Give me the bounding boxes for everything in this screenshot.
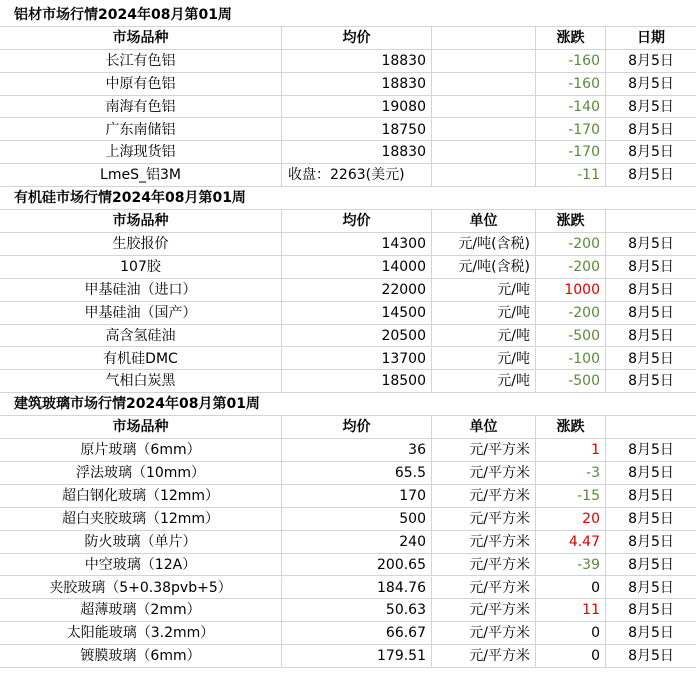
cell-price[interactable]: 14500 bbox=[282, 302, 432, 325]
cell-change[interactable]: 0 bbox=[536, 645, 606, 668]
cell-change[interactable]: 4.47 bbox=[536, 531, 606, 554]
cell-unit[interactable]: 元/吨(含税) bbox=[432, 256, 536, 279]
table-row bbox=[0, 439, 696, 462]
cell-change[interactable]: -100 bbox=[536, 348, 606, 371]
table-row bbox=[0, 141, 696, 164]
header-row bbox=[0, 27, 696, 50]
cell-change[interactable]: -200 bbox=[536, 302, 606, 325]
column-header: 涨跌 bbox=[536, 27, 606, 50]
column-header bbox=[606, 210, 696, 233]
cell-change[interactable]: 1 bbox=[536, 439, 606, 462]
section-title: 有机硅市场行情2024年08月第01周 bbox=[0, 187, 696, 210]
cell-date[interactable]: 8月5日 bbox=[606, 302, 696, 325]
cell-date[interactable]: 8月5日 bbox=[606, 256, 696, 279]
cell-name[interactable]: 超薄玻璃（2mm） bbox=[0, 599, 282, 622]
column-header bbox=[606, 416, 696, 439]
cell-unit[interactable]: 元/吨 bbox=[432, 279, 536, 302]
header-row bbox=[0, 416, 696, 439]
cell-change[interactable]: -200 bbox=[536, 233, 606, 256]
cell-date[interactable]: 8月5日 bbox=[606, 348, 696, 371]
cell-name[interactable]: 高含氢硅油 bbox=[0, 325, 282, 348]
cell-name[interactable]: 上海现货铝 bbox=[0, 141, 282, 164]
cell-name[interactable]: 太阳能玻璃（3.2mm） bbox=[0, 622, 282, 645]
cell-unit[interactable]: 元/吨 bbox=[432, 348, 536, 371]
cell-date[interactable]: 8月5日 bbox=[606, 73, 696, 96]
table-row bbox=[0, 577, 696, 600]
cell-unit[interactable]: 元/吨 bbox=[432, 302, 536, 325]
cell-name[interactable]: 广东南储铝 bbox=[0, 119, 282, 142]
cell-change[interactable]: -500 bbox=[536, 325, 606, 348]
cell-change[interactable]: -160 bbox=[536, 73, 606, 96]
cell-date[interactable]: 8月5日 bbox=[606, 325, 696, 348]
cell-price[interactable]: 18500 bbox=[282, 370, 432, 393]
cell-change[interactable]: 11 bbox=[536, 599, 606, 622]
cell-unit[interactable]: 元/吨 bbox=[432, 325, 536, 348]
table-row bbox=[0, 370, 696, 393]
cell-price[interactable]: 50.63 bbox=[282, 599, 432, 622]
cell-name[interactable]: 中原有色铝 bbox=[0, 73, 282, 96]
table-row bbox=[0, 256, 696, 279]
cell-date[interactable]: 8月5日 bbox=[606, 531, 696, 554]
cell-date[interactable]: 8月5日 bbox=[606, 164, 696, 187]
cell-date[interactable]: 8月5日 bbox=[606, 141, 696, 164]
table-row bbox=[0, 348, 696, 371]
table-row bbox=[0, 554, 696, 577]
cell-unit[interactable] bbox=[432, 119, 536, 142]
cell-date[interactable]: 8月5日 bbox=[606, 577, 696, 600]
cell-date[interactable]: 8月5日 bbox=[606, 599, 696, 622]
cell-change[interactable]: 0 bbox=[536, 577, 606, 600]
cell-price[interactable]: 65.5 bbox=[282, 462, 432, 485]
cell-price[interactable]: 18830 bbox=[282, 141, 432, 164]
cell-date[interactable]: 8月5日 bbox=[606, 554, 696, 577]
cell-price[interactable]: 22000 bbox=[282, 279, 432, 302]
cell-unit[interactable] bbox=[432, 141, 536, 164]
cell-price[interactable]: 19080 bbox=[282, 96, 432, 119]
cell-price[interactable]: 18830 bbox=[282, 73, 432, 96]
column-header: 涨跌 bbox=[536, 416, 606, 439]
cell-name[interactable]: 气相白炭黑 bbox=[0, 370, 282, 393]
column-header: 市场品种 bbox=[0, 27, 282, 50]
table-row bbox=[0, 119, 696, 142]
cell-date[interactable]: 8月5日 bbox=[606, 622, 696, 645]
cell-unit[interactable]: 元/吨(含税) bbox=[432, 233, 536, 256]
cell-change[interactable]: 1000 bbox=[536, 279, 606, 302]
section-title-row bbox=[0, 4, 696, 27]
cell-price[interactable]: 13700 bbox=[282, 348, 432, 371]
table-row bbox=[0, 279, 696, 302]
cell-change[interactable]: -11 bbox=[536, 164, 606, 187]
cell-price[interactable]: 14000 bbox=[282, 256, 432, 279]
cell-name[interactable]: 107胶 bbox=[0, 256, 282, 279]
cell-date[interactable]: 8月5日 bbox=[606, 370, 696, 393]
cell-date[interactable]: 8月5日 bbox=[606, 462, 696, 485]
cell-change[interactable]: -170 bbox=[536, 141, 606, 164]
cell-date[interactable]: 8月5日 bbox=[606, 508, 696, 531]
section-title: 铝材市场行情2024年08月第01周 bbox=[0, 4, 696, 27]
table-row bbox=[0, 599, 696, 622]
column-header: 涨跌 bbox=[536, 210, 606, 233]
header-row bbox=[0, 210, 696, 233]
cell-change[interactable]: -3 bbox=[536, 462, 606, 485]
cell-price[interactable]: 500 bbox=[282, 508, 432, 531]
cell-price[interactable]: 179.51 bbox=[282, 645, 432, 668]
cell-unit[interactable] bbox=[432, 96, 536, 119]
table-row bbox=[0, 462, 696, 485]
cell-price[interactable]: 36 bbox=[282, 439, 432, 462]
cell-unit[interactable]: 元/平方米 bbox=[432, 554, 536, 577]
cell-unit[interactable] bbox=[432, 50, 536, 73]
cell-unit[interactable]: 元/平方米 bbox=[432, 622, 536, 645]
cell-change[interactable]: -39 bbox=[536, 554, 606, 577]
cell-name[interactable]: 防火玻璃（单片） bbox=[0, 531, 282, 554]
cell-date[interactable]: 8月5日 bbox=[606, 439, 696, 462]
cell-price[interactable]: 收盘：2263(美元) bbox=[282, 164, 432, 187]
cell-date[interactable]: 8月5日 bbox=[606, 279, 696, 302]
table-row bbox=[0, 73, 696, 96]
cell-price[interactable]: 240 bbox=[282, 531, 432, 554]
cell-date[interactable]: 8月5日 bbox=[606, 119, 696, 142]
table-row bbox=[0, 164, 696, 187]
cell-unit[interactable]: 元/平方米 bbox=[432, 485, 536, 508]
cell-name[interactable]: 长江有色铝 bbox=[0, 50, 282, 73]
section-title: 建筑玻璃市场行情2024年08月第01周 bbox=[0, 393, 696, 416]
table-row bbox=[0, 645, 696, 668]
cell-price[interactable]: 200.65 bbox=[282, 554, 432, 577]
section-title-row bbox=[0, 393, 696, 416]
cell-price[interactable]: 14300 bbox=[282, 233, 432, 256]
cell-name[interactable]: 原片玻璃（6mm） bbox=[0, 439, 282, 462]
cell-date[interactable]: 8月5日 bbox=[606, 233, 696, 256]
cell-change[interactable]: 0 bbox=[536, 622, 606, 645]
column-header: 日期 bbox=[606, 27, 696, 50]
cell-unit[interactable] bbox=[432, 73, 536, 96]
table-row bbox=[0, 485, 696, 508]
cell-unit[interactable]: 元/吨 bbox=[432, 370, 536, 393]
cell-name[interactable]: 中空玻璃（12A） bbox=[0, 554, 282, 577]
table-row bbox=[0, 531, 696, 554]
cell-name[interactable]: 甲基硅油（国产） bbox=[0, 302, 282, 325]
cell-date[interactable]: 8月5日 bbox=[606, 645, 696, 668]
cell-name[interactable]: LmeS_铝3M bbox=[0, 164, 282, 187]
cell-unit[interactable] bbox=[432, 164, 536, 187]
cell-name[interactable]: 生胶报价 bbox=[0, 233, 282, 256]
cell-date[interactable]: 8月5日 bbox=[606, 485, 696, 508]
cell-change[interactable]: -140 bbox=[536, 96, 606, 119]
cell-unit[interactable]: 元/平方米 bbox=[432, 508, 536, 531]
cell-name[interactable]: 夹胶玻璃（5+0.38pvb+5） bbox=[0, 577, 282, 600]
cell-unit[interactable]: 元/平方米 bbox=[432, 531, 536, 554]
column-header: 均价 bbox=[282, 416, 432, 439]
column-header: 均价 bbox=[282, 210, 432, 233]
cell-price[interactable]: 66.67 bbox=[282, 622, 432, 645]
cell-date[interactable]: 8月5日 bbox=[606, 96, 696, 119]
cell-price[interactable]: 170 bbox=[282, 485, 432, 508]
cell-unit[interactable]: 元/平方米 bbox=[432, 439, 536, 462]
column-header: 市场品种 bbox=[0, 416, 282, 439]
cell-name[interactable]: 超白夹胶玻璃（12mm） bbox=[0, 508, 282, 531]
table-row bbox=[0, 96, 696, 119]
cell-name[interactable]: 南海有色铝 bbox=[0, 96, 282, 119]
column-header: 单位 bbox=[432, 210, 536, 233]
table-row bbox=[0, 50, 696, 73]
cell-date[interactable]: 8月5日 bbox=[606, 50, 696, 73]
cell-change[interactable]: 20 bbox=[536, 508, 606, 531]
cell-name[interactable]: 超白钢化玻璃（12mm） bbox=[0, 485, 282, 508]
cell-price[interactable]: 18830 bbox=[282, 50, 432, 73]
column-header: 均价 bbox=[282, 27, 432, 50]
column-header: 市场品种 bbox=[0, 210, 282, 233]
cell-change[interactable]: -200 bbox=[536, 256, 606, 279]
table-row bbox=[0, 508, 696, 531]
cell-price[interactable]: 18750 bbox=[282, 119, 432, 142]
cell-name[interactable]: 镀膜玻璃（6mm） bbox=[0, 645, 282, 668]
column-header: 单位 bbox=[432, 416, 536, 439]
cell-change[interactable]: -160 bbox=[536, 50, 606, 73]
table-row bbox=[0, 622, 696, 645]
column-header bbox=[432, 27, 536, 50]
cell-unit[interactable]: 元/平方米 bbox=[432, 599, 536, 622]
cell-unit[interactable]: 元/平方米 bbox=[432, 462, 536, 485]
table-row bbox=[0, 325, 696, 348]
cell-name[interactable]: 甲基硅油（进口） bbox=[0, 279, 282, 302]
cell-price[interactable]: 20500 bbox=[282, 325, 432, 348]
cell-change[interactable]: -170 bbox=[536, 119, 606, 142]
cell-name[interactable]: 有机硅DMC bbox=[0, 348, 282, 371]
cell-price[interactable]: 184.76 bbox=[282, 577, 432, 600]
section-title-row bbox=[0, 187, 696, 210]
cell-unit[interactable]: 元/平方米 bbox=[432, 645, 536, 668]
table-row bbox=[0, 302, 696, 325]
cell-name[interactable]: 浮法玻璃（10mm） bbox=[0, 462, 282, 485]
cell-change[interactable]: -15 bbox=[536, 485, 606, 508]
cell-unit[interactable]: 元/平方米 bbox=[432, 577, 536, 600]
cell-change[interactable]: -500 bbox=[536, 370, 606, 393]
table-row bbox=[0, 233, 696, 256]
